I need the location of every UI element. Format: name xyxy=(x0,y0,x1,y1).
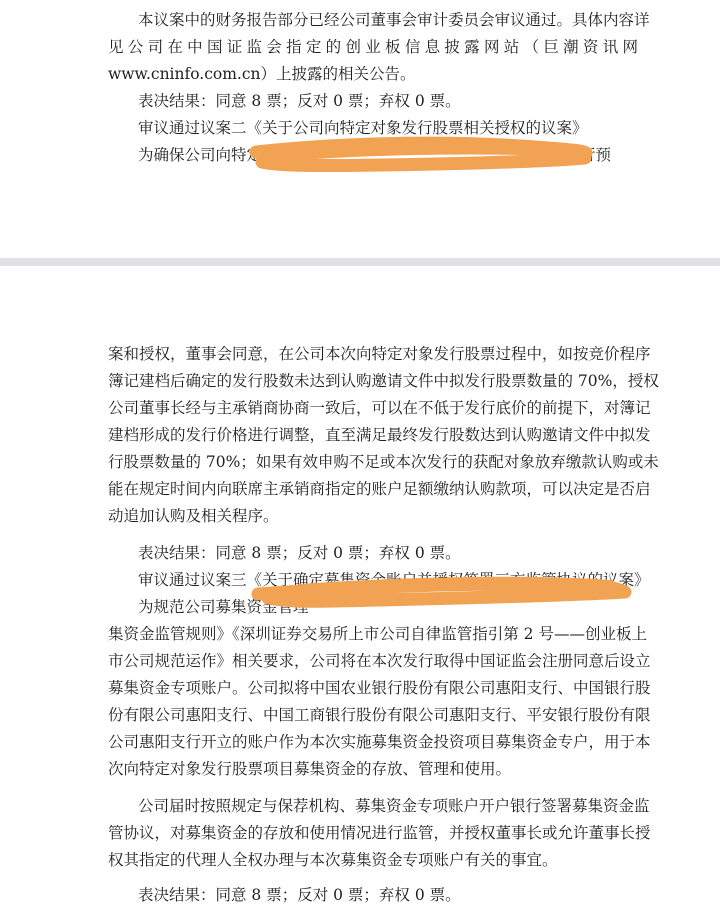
paragraph-line: www.cninfo.com.cn）上披露的相关公告。 xyxy=(108,65,416,83)
document-page-2 xyxy=(0,266,720,912)
paragraph-line: 公司董事长经与主承销商协商一致后，可以在不低于发行底价的前提下，对簿记 xyxy=(108,399,651,417)
document-page-1 xyxy=(0,0,720,258)
page-separator xyxy=(0,258,720,266)
paragraph-line: 动追加认购及相关程序。 xyxy=(108,507,279,525)
vote-result: 表决结果：同意 8 票；反对 0 票；弃权 0 票。 xyxy=(138,544,461,562)
paragraph-line: 管协议，对募集资金的存放和使用情况进行监管，并授权董事长或允许董事长授 xyxy=(108,824,651,842)
paragraph-line: 案和授权，董事会同意，在公司本次向特定对象发行股票过程中，如按竞价程序 xyxy=(108,345,651,363)
paragraph-line: 市公司规范运作》相关要求，公司将在本次发行取得中国证监会注册同意后设立 xyxy=(108,652,651,670)
resolution-heading: 审议通过议案三《关于确定募集资金账户并授权签署三方监管协议的议案》 xyxy=(138,571,650,589)
paragraph-line: 本议案中的财务报告部分已经公司董事会审计委员会审议通过。具体内容详 xyxy=(138,11,650,29)
paragraph-line: 见公司在中国证监会指定的创业板信息披露网站（巨潮资讯网 xyxy=(108,38,638,56)
paragraph-line-tail: 行预 xyxy=(580,146,612,164)
paragraph-line: 建档形成的发行价格进行调整，直至满足最终发行股数达到认购邀请文件中拟发 xyxy=(108,426,651,444)
vote-result: 表决结果：同意 8 票；反对 0 票；弃权 0 票。 xyxy=(138,92,461,110)
paragraph-line: 公司届时按照规定与保荐机构、募集资金专项账户开户银行签署募集资金监 xyxy=(138,797,650,815)
paragraph-line: 行股票数量的 70%；如果有效申购不足或本次发行的获配对象放弃缴款认购或未 xyxy=(108,453,659,471)
paragraph-line: 公司惠阳支行开立的账户作为本次实施募集资金投资项目募集资金专户，用于本 xyxy=(108,733,651,751)
paragraph-line: 权其指定的代理人全权办理与本次募集资金专项账户有关的事宜。 xyxy=(108,851,558,869)
paragraph-line: 能在规定时间内向联席主承销商指定的账户足额缴纳认购款项，可以决定是否启 xyxy=(108,480,651,498)
vote-result: 表决结果：同意 8 票；反对 0 票；弃权 0 票。 xyxy=(138,886,461,904)
paragraph-line: 簿记建档后确定的发行股数未达到认购邀请文件中拟发行股票数量的 70%，授权 xyxy=(108,372,659,390)
paragraph-line: 集资金监管规则》《深圳证券交易所上市公司自律监管指引第 2 号——创业板上 xyxy=(108,625,647,643)
paragraph-line: 份有限公司惠阳支行、中国工商银行股份有限公司惠阳支行、平安银行股份有限 xyxy=(108,706,651,724)
paragraph-line: 募集资金专项账户。公司拟将中国农业银行股份有限公司惠阳支行、中国银行股 xyxy=(108,679,651,697)
paragraph-line: 为规范公司募集资金管理 xyxy=(138,598,309,616)
paragraph-line: 为确保公司向特定 xyxy=(138,146,263,164)
resolution-heading: 审议通过议案二《关于公司向特定对象发行股票相关授权的议案》 xyxy=(138,119,588,137)
paragraph-line: 次向特定对象发行股票项目募集资金的存放、管理和使用。 xyxy=(108,760,512,778)
